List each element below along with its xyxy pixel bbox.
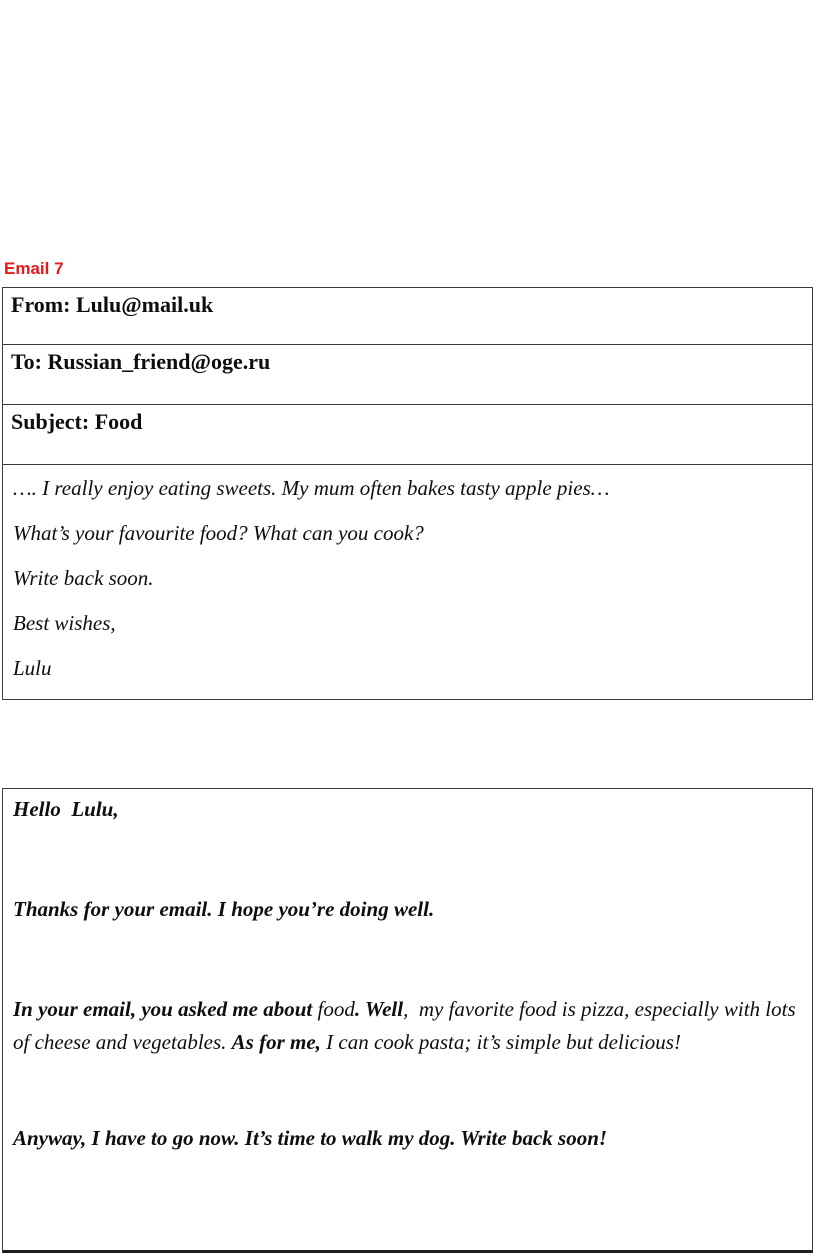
email-body-line: Lulu <box>13 656 52 680</box>
email-body-line: Best wishes, <box>13 611 116 635</box>
email-body-cell <box>3 465 812 698</box>
email-body-line: What’s your favourite food? What can you cook? <box>13 521 424 545</box>
email-number-heading: Email 7 <box>4 259 64 278</box>
email-subject-row: Subject: Food <box>3 405 812 465</box>
reply-closing-paragraph: Anyway, I have to go now. It’s time to walk my dog. Write back soon! <box>13 1126 608 1150</box>
reply-body-cell <box>3 789 812 1250</box>
email-body-line: …. I really enjoy eating sweets. My mum often bakes tasty apple pies… <box>13 476 610 500</box>
reply-table <box>2 788 813 1253</box>
reply-greeting: Hello Lulu, <box>13 797 119 821</box>
reply-thanks-paragraph: Thanks for your email. I hope you’re doing well. <box>13 897 435 921</box>
email-header-table <box>2 287 813 700</box>
email-body-line: Write back soon. <box>13 566 154 590</box>
reply-answer-paragraph: In your email, you asked me about food. Well, my favorite food is pizza, especially with lots of cheese and vegetables. As for me, I can cook pasta; it’s simple but delicious! <box>13 997 801 1054</box>
email-to-row: To: Russian_friend@oge.ru <box>3 345 812 405</box>
email-from-row: From: Lulu@mail.uk <box>3 288 812 345</box>
